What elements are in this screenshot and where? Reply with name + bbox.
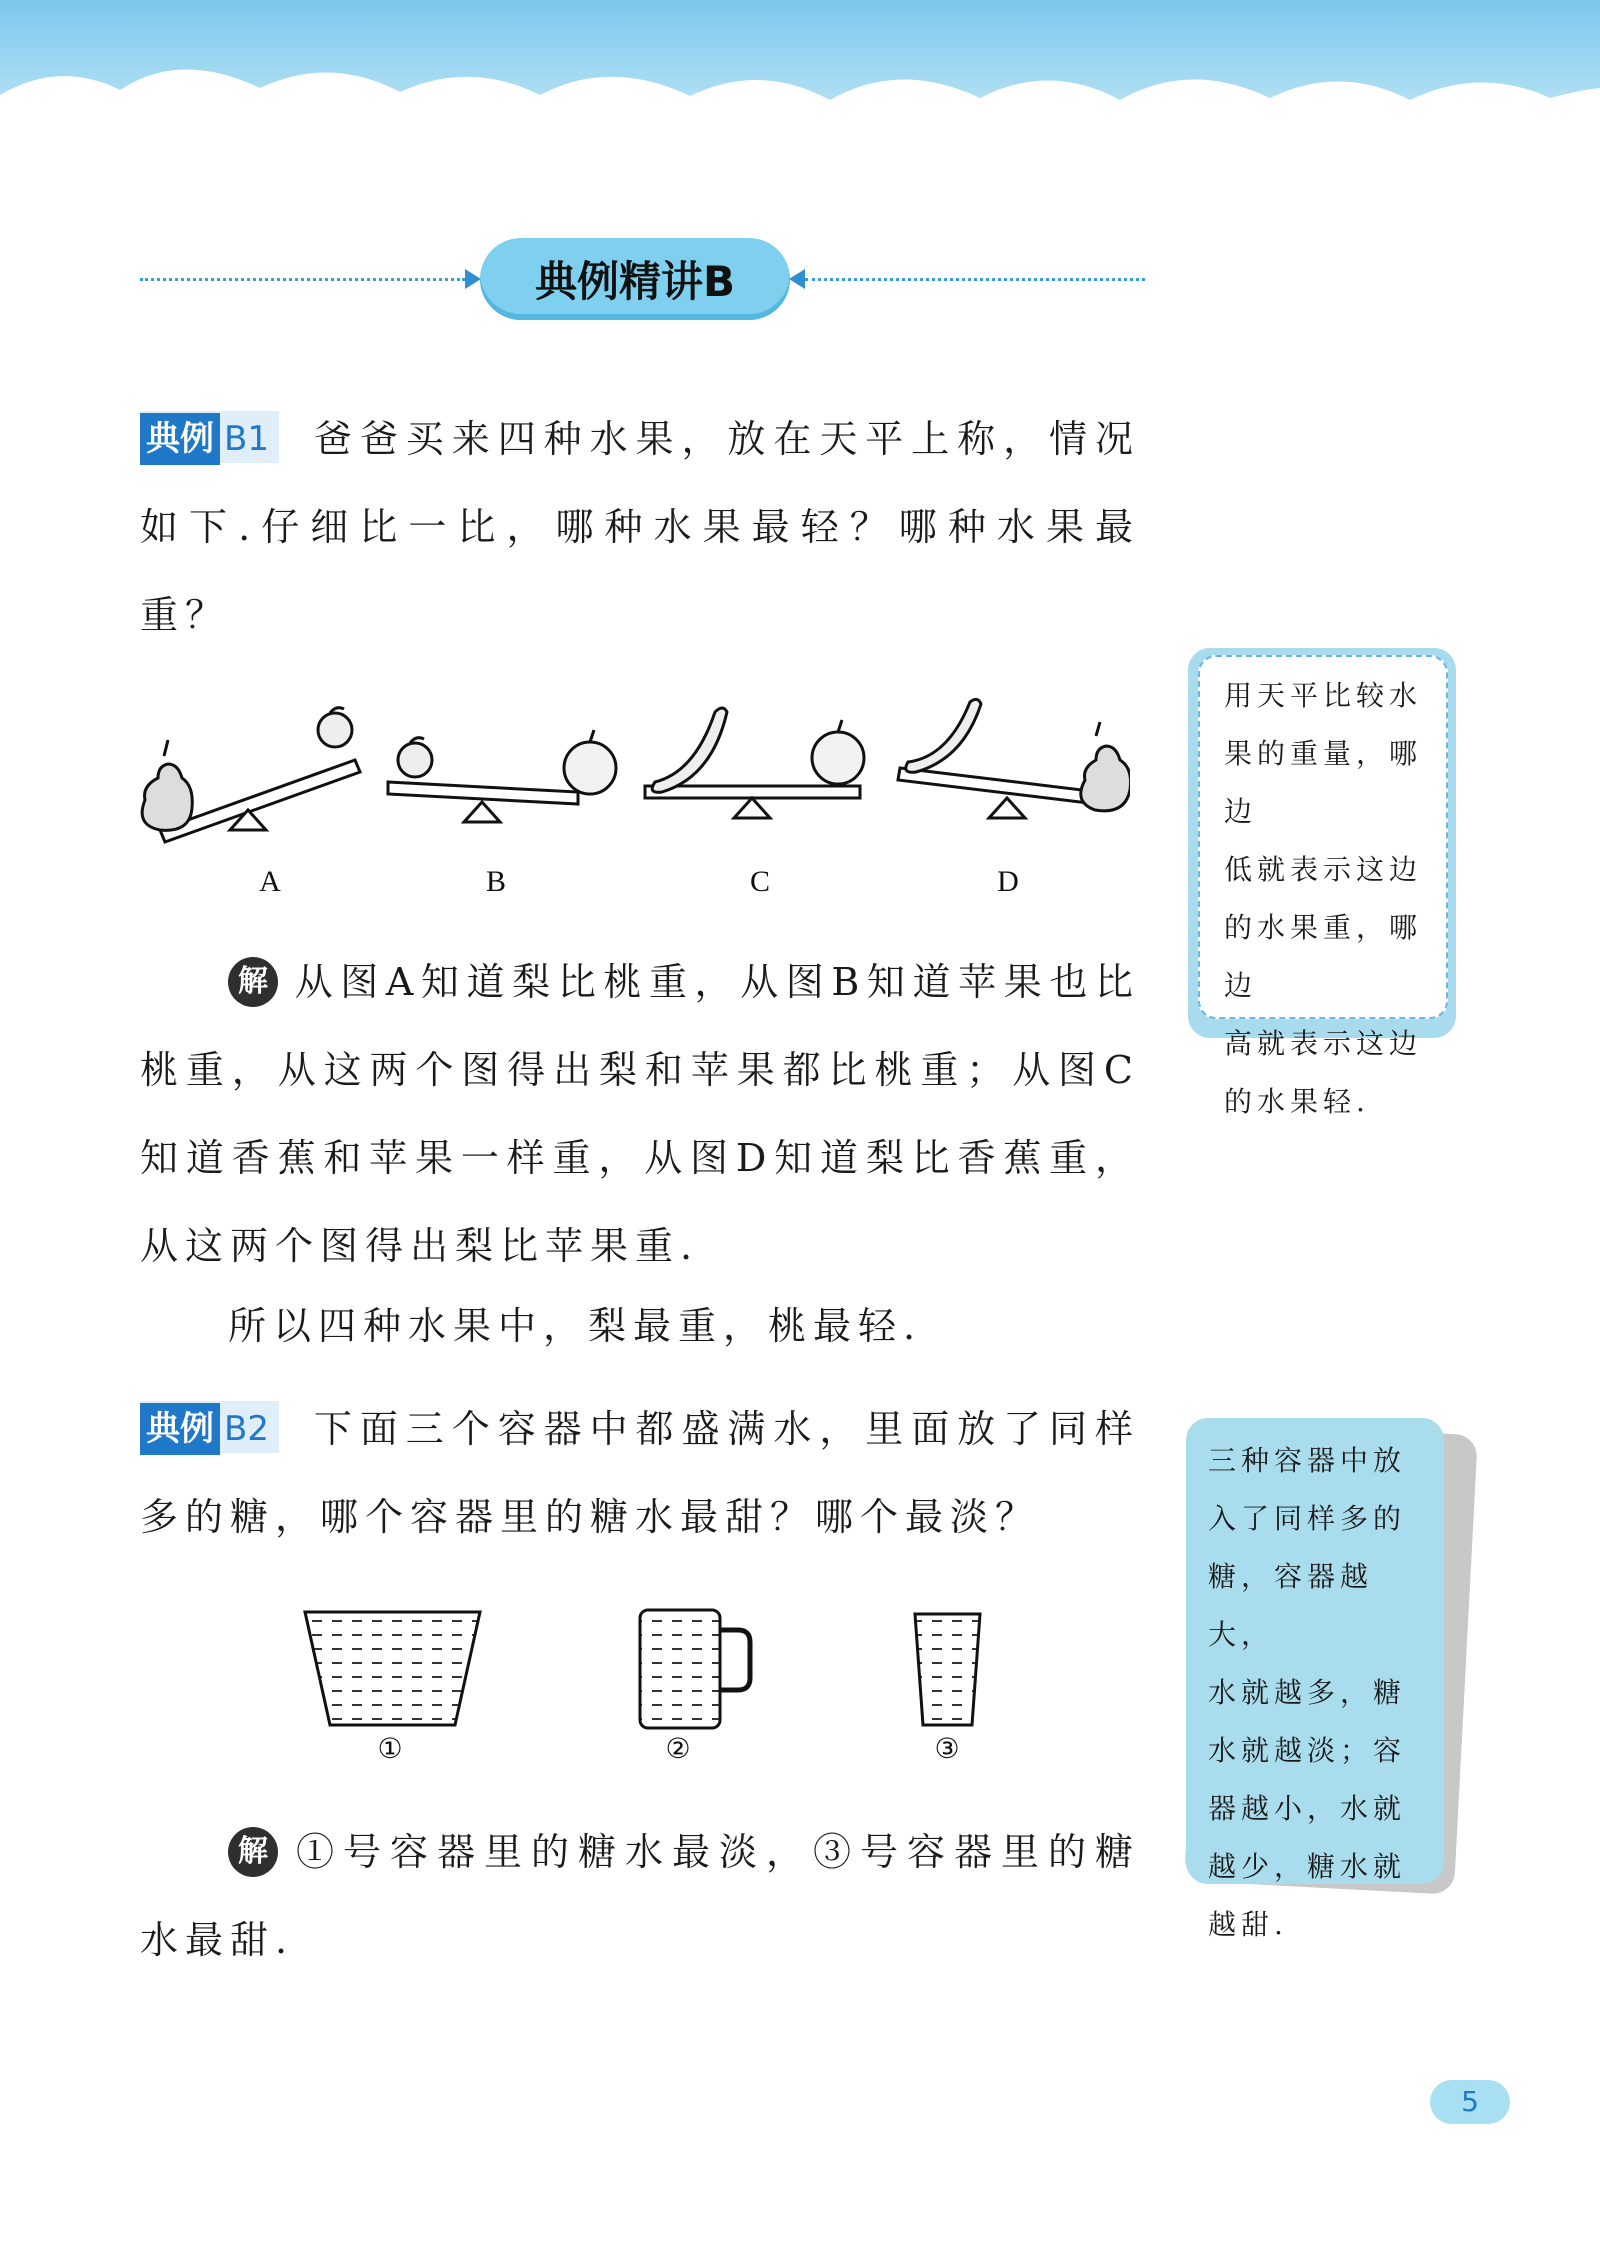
example-b2-tag: 典例 B2: [140, 1401, 279, 1453]
figure-label-c: C: [749, 865, 770, 898]
figure-label-a: A: [259, 865, 281, 898]
header-sky-band: [0, 0, 1600, 150]
example-b1-tag: 典例 B1: [140, 411, 279, 463]
container-label-1: ①: [377, 1732, 403, 1765]
balance-a: [142, 708, 360, 842]
example-b2-solution-text: ①号容器里的糖水最淡，③号容器里的糖水最甜.: [140, 1830, 1140, 1962]
example-b1-solution: [140, 938, 1140, 1290]
tip-b1: 用天平比较水 果的重量，哪边 低就表示这边 的水果重，哪边 高就表示这边 的水果轻.: [1198, 655, 1448, 1019]
example-b1-conclusion: 所以四种水果中，梨最重，桃最轻.: [228, 1304, 923, 1348]
section-title: 典例精讲B: [480, 238, 790, 320]
example-b1-question-text: 爸爸买来四种水果，放在天平上称，情况如下.仔细比一比，哪种水果最轻？哪种水果最重？: [140, 417, 1140, 637]
container-2: [640, 1610, 750, 1728]
balance-figures: [130, 690, 1130, 870]
example-b2-solution: [140, 1808, 1140, 1984]
section-divider-left: [140, 278, 465, 281]
balance-b: [388, 730, 616, 822]
solution-mark-icon: 解: [228, 957, 278, 1007]
arrow-left-icon: [789, 269, 805, 289]
solution-mark-icon: 解: [228, 1827, 278, 1877]
example-b2-question-text: 下面三个容器中都盛满水，里面放了同样多的糖，哪个容器里的糖水最甜？哪个最淡？: [140, 1407, 1140, 1539]
balance-c: [645, 708, 864, 818]
figure-label-d: D: [997, 865, 1019, 898]
tip-b2: 三种容器中放 入了同样多的 糖，容器越大， 水就越多，糖 水就越淡；容 器越小，水就 越少，糖水就 越甜.: [1186, 1418, 1444, 1884]
example-b1-question: [140, 395, 1140, 659]
example-b2-question: [140, 1385, 1140, 1561]
container-label-3: ③: [934, 1732, 960, 1765]
example-b1-solution-text: 从图A知道梨比桃重，从图B知道苹果也比桃重，从这两个图得出梨和苹果都比桃重；从图C知道香蕉和苹果一样重，从图D知道梨比香蕉重，从这两个图得出梨比苹果重.: [140, 960, 1140, 1268]
container-1: [305, 1612, 480, 1725]
arrow-right-icon: [465, 269, 481, 289]
page-number: 5: [1430, 2080, 1510, 2124]
balance-d: [898, 699, 1130, 818]
container-label-2: ②: [665, 1732, 691, 1765]
container-3: [915, 1614, 980, 1725]
section-divider-right: [805, 278, 1145, 281]
containers-figure: [290, 1600, 1010, 1740]
figure-label-b: B: [485, 865, 506, 898]
